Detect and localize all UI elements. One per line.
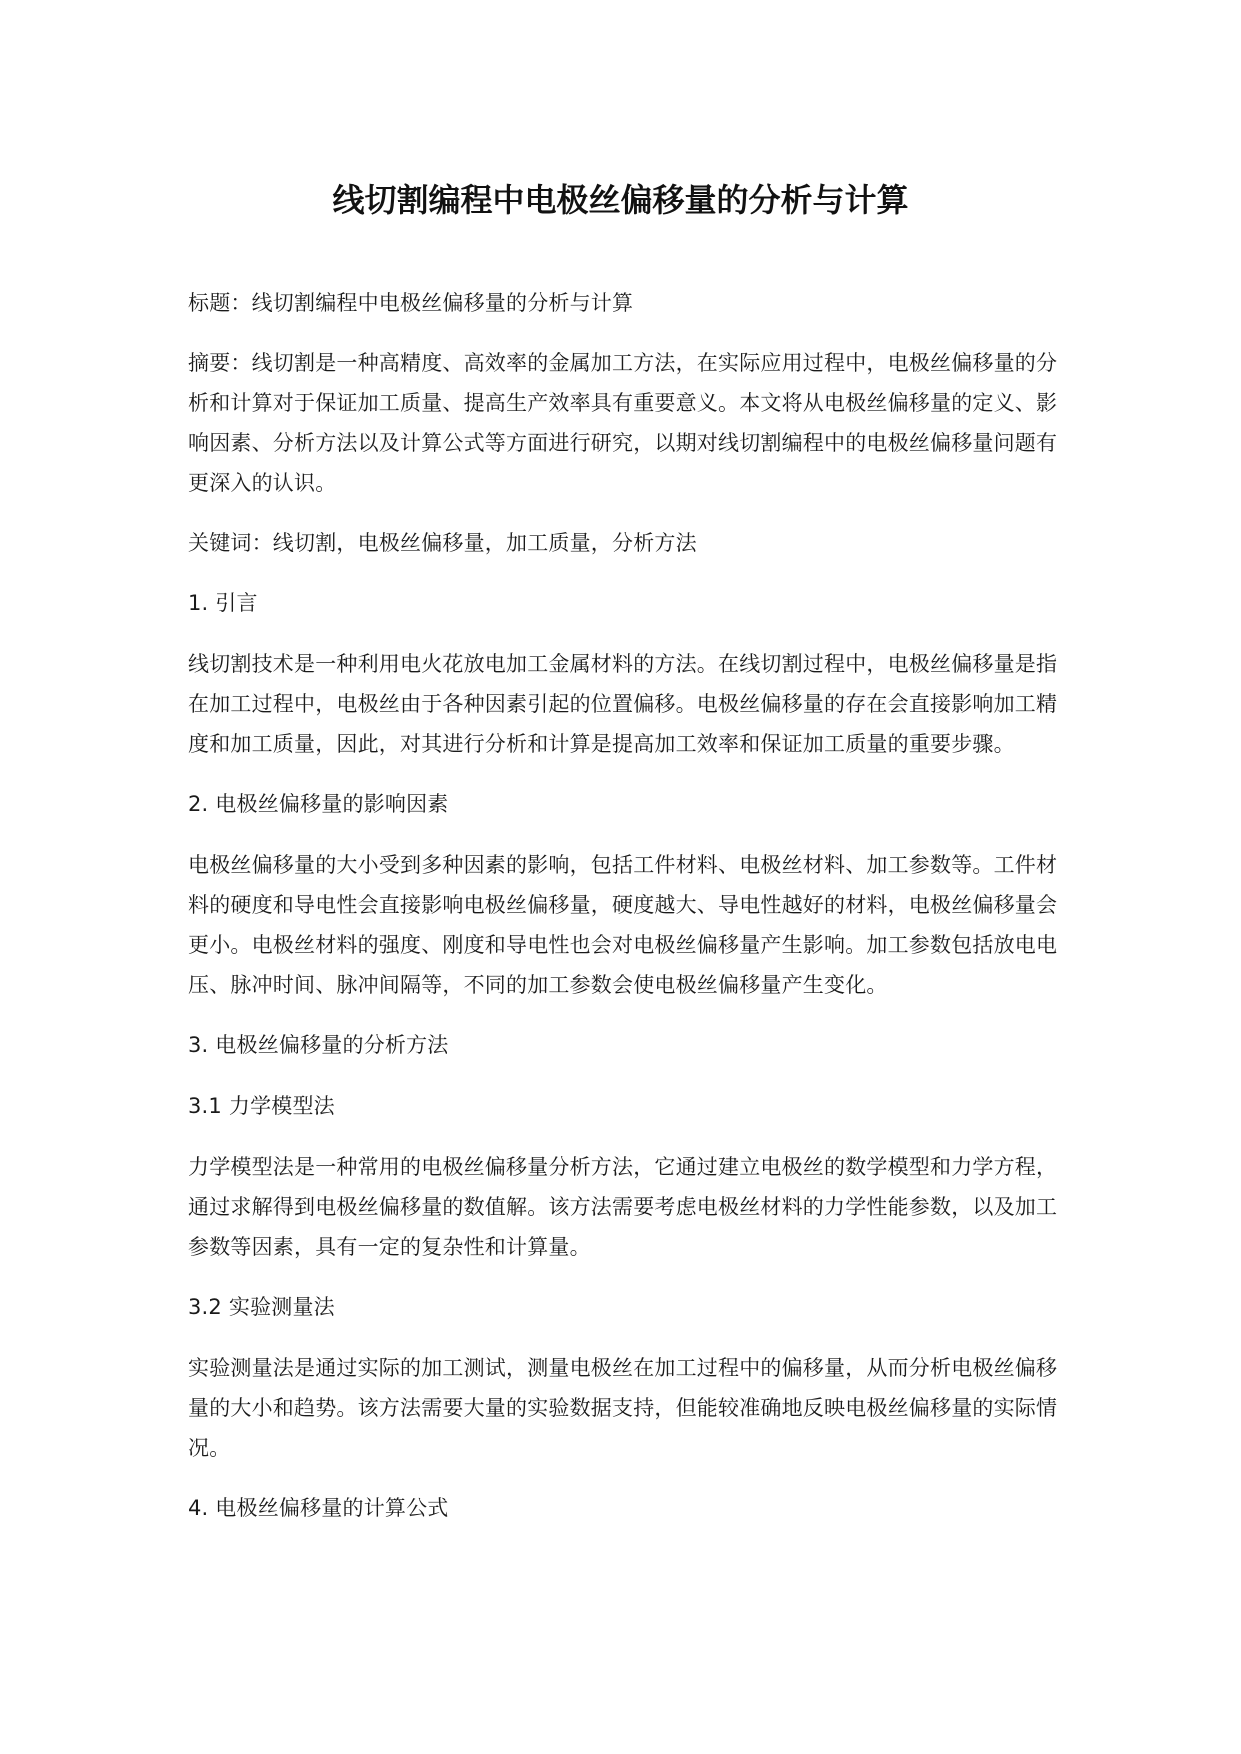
section-heading-calculation-formula: 4. 电极丝偏移量的计算公式 — [188, 1496, 449, 1520]
section-heading-introduction: 1. 引言 — [188, 591, 258, 615]
abstract-paragraph: 摘要：线切割是一种高精度、高效率的金属加工方法，在实际应用过程中，电极丝偏移量的分析和计算对于保证加工质量、提高生产效率具有重要意义。本文将从电极丝偏移量的定义、影响因素、分析方法以及计算公式等方面进行研究，以期对线切割编程中的电极丝偏移量问题有更深入的认识。 — [188, 351, 1058, 495]
keywords-line: 关键词：线切割，电极丝偏移量，加工质量，分析方法 — [188, 531, 697, 555]
subject-line: 标题：线切割编程中电极丝偏移量的分析与计算 — [188, 291, 634, 315]
influencing-factors-paragraph: 电极丝偏移量的大小受到多种因素的影响，包括工件材料、电极丝材料、加工参数等。工件材料的硬度和导电性会直接影响电极丝偏移量，硬度越大、导电性越好的材料，电极丝偏移量会更小。电极丝材料的强度、刚度和导电性也会对电极丝偏移量产生影响。加工参数包括放电电压、脉冲时间、脉冲间隔等，不同的加工参数会使电极丝偏移量产生变化。 — [188, 853, 1058, 997]
experimental-measurement-paragraph: 实验测量法是通过实际的加工测试，测量电极丝在加工过程中的偏移量，从而分析电极丝偏移量的大小和趋势。该方法需要大量的实验数据支持，但能较准确地反映电极丝偏移量的实际情况。 — [188, 1356, 1058, 1460]
introduction-paragraph: 线切割技术是一种利用电火花放电加工金属材料的方法。在线切割过程中，电极丝偏移量是指在加工过程中，电极丝由于各种因素引起的位置偏移。电极丝偏移量的存在会直接影响加工精度和加工质量，因此，对其进行分析和计算是提高加工效率和保证加工质量的重要步骤。 — [188, 652, 1058, 756]
mechanical-model-paragraph: 力学模型法是一种常用的电极丝偏移量分析方法，它通过建立电极丝的数学模型和力学方程，通过求解得到电极丝偏移量的数值解。该方法需要考虑电极丝材料的力学性能参数，以及加工参数等因素，具有一定的复杂性和计算量。 — [188, 1155, 1058, 1259]
subsection-heading-experimental-measurement: 3.2 实验测量法 — [188, 1295, 335, 1319]
document-body — [188, 283, 1068, 1549]
document-title: 线切割编程中电极丝偏移量的分析与计算 — [332, 181, 909, 219]
section-heading-analysis-methods: 3. 电极丝偏移量的分析方法 — [188, 1033, 449, 1057]
section-heading-influencing-factors: 2. 电极丝偏移量的影响因素 — [188, 792, 449, 816]
subsection-heading-mechanical-model: 3.1 力学模型法 — [188, 1094, 335, 1118]
